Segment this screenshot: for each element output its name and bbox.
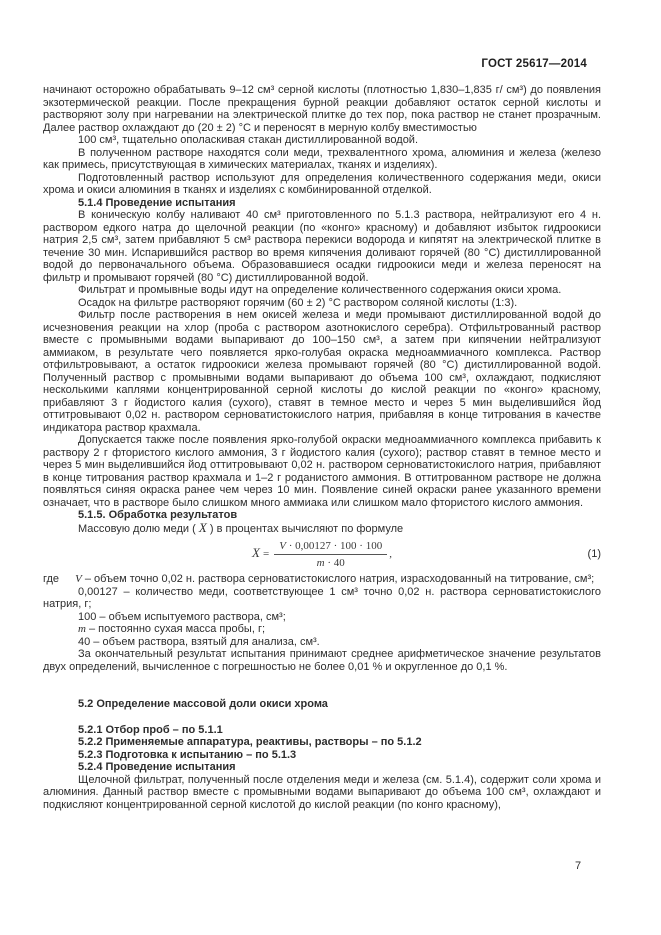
paragraph: Фильтр после растворения в нем окисей железа и меди промывают дистиллированной водой до исчезновения реакции на хлор (проба с раствором азотнокислого серебра). Отфильтрованный раствор вместе с промывными водами выпаривают до 100–150 см³, а затем при кипячении нейтрализуют аммиаком, в результате чего появляется ярко-голубая окраска медноаммиачного комплекса. Раствор отфильтровывают, а остаток гидроокиси железа промывают горячей (80 °С) дистиллированной водой. Полученный раствор с промывными водами выпаривают до объема 100 см³, охлаждают, подкисляют несколькими каплями концентрированной серной кислоты до кислой реакции по «конго» красному, прибавляют 3 г йодистого калия (сухого), ставят в темное место и через 5 мин выделившийся йод оттитровывают 0,02 н. раствором серноватистокислого натрия, прибавляя в конце титрования в качестве индикатора раствор крахмала. bbox=[43, 309, 601, 434]
paragraph: Допускается также после появления ярко-голубой окраски медноаммиачного комплекса прибавить к раствору 2 г фтористого кислого аммония, 3 г йодистого калия (сухого); раствор ставят в темное место и через 5 мин выделившийся йод оттитровывают 0,02 н. раствором серноватистокислого натрия, прибавляют в конце титрования раствор крахмала и 1–2 г роданистого аммония. В оттитрованном растворе не должна появляться синяя окраска ранее чем через 10 мин. Появление синей окраски ранее указанного времени означает, что в растворе было слишком много аммиака или слишком мало фтористого кислого аммония. bbox=[43, 434, 601, 509]
standard-number-header: ГОСТ 25617—2014 bbox=[481, 58, 587, 70]
fraction-numerator bbox=[274, 540, 387, 555]
math-variable-v: V bbox=[279, 540, 286, 552]
definition-item bbox=[43, 623, 601, 636]
fraction bbox=[274, 540, 387, 569]
fraction-denominator bbox=[274, 555, 387, 569]
math-variable-x: X bbox=[252, 545, 260, 561]
section-heading-5-1-4: 5.1.4 Проведение испытания bbox=[78, 196, 236, 209]
definition-item: 0,00127 – количество меди, соответствующее 1 см³ точно 0,02 н. раствора серноватистокислого натрия, г; bbox=[43, 585, 601, 610]
math-variable-v: V bbox=[75, 573, 82, 585]
paragraph: В коническую колбу наливают 40 см³ приготовленного по 5.1.3 раствора, нейтрализуют его 4 н. раствором едкого натра до щелочной реакции (по «конго» красному) и добавляют избыток гидроокиси натрия 2,5 см³, затем прибавляют 5 см³ раствора перекиси водорода и кипятят на электрической плитке в течение 30 мин. Испарившийся раствор во время кипячения доливают горячей (80 °С) дистиллированной водой до первоначального объема. Образовавшиеся осадки гидроокиси меди и железа переносят на фильтр и промывают горячей (80 °С) дистиллированной водой. bbox=[43, 209, 601, 284]
definition-text: – постоянно сухая масса пробы, г; bbox=[85, 623, 266, 635]
document-content bbox=[43, 84, 601, 811]
paragraph: Осадок на фильтре растворяют горячим (60 ± 2) °С раствором соляной кислоты (1:3). bbox=[78, 296, 518, 309]
paragraph-continuation: начинают осторожно обрабатывать 9–12 см³ серной кислоты (плотностью 1,830–1,835 г/ см³) до появления экзотермической реакции. После прекращения бурной реакции добавляют остаток серной кислоты и растворяют золу при нагревании на электрической плитке до тех пор, пока раствор не станет прозрачным. Далее раствор охлаждают до (20 ± 2) °С и переносят в мерную колбу вместимостью bbox=[43, 84, 601, 134]
definition-text: – объем точно 0,02 н. раствора серноватистокислого натрия, израсходованный на титрование, см³; bbox=[81, 573, 595, 585]
section-heading-5-2-4: 5.2.4 Проведение испытания bbox=[78, 761, 236, 773]
definition-where bbox=[43, 573, 601, 586]
numerator-terms: · 0,00127 · 100 · 100 bbox=[285, 540, 383, 552]
paragraph: В полученном растворе находятся соли меди, трехвалентного хрома, алюминия и железа (железо как примесь, присутствующая в химических материалах, тканях и изделиях). bbox=[43, 146, 601, 171]
paragraph: За окончательный результат испытания принимают среднее арифметическое значение результатов двух определений, вычисленное с погрешностью не более 0,01 % и округленное до 0,1 %. bbox=[43, 648, 601, 673]
section-heading-5-2: 5.2 Определение массовой доли окиси хрома bbox=[78, 698, 328, 710]
formula-intro bbox=[43, 519, 601, 536]
formula-comma: , bbox=[389, 548, 392, 561]
paragraph-continuation-line: 100 см³, тщательно ополаскивая стакан дистиллированной водой. bbox=[78, 134, 419, 146]
math-variable-m: m bbox=[316, 557, 325, 569]
section-heading-5-2-1: 5.2.1 Отбор проб – по 5.1.1 bbox=[78, 723, 223, 736]
equals-sign: = bbox=[263, 548, 270, 561]
paragraph: Щелочной фильтрат, полученный после отделения меди и железа (см. 5.1.4), содержит соли хрома и алюминия. Данный раствор вместе с промывными водами выпаривают до объема 100 см³, охлаждают и подкисляют концентрированной серной кислотой до кислой реакции (по конго красному), bbox=[43, 773, 601, 811]
section-heading-5-1-5: 5.1.5. Обработка результатов bbox=[78, 509, 238, 521]
math-variable-x: X bbox=[198, 519, 207, 535]
formula bbox=[252, 540, 392, 569]
definition-item: 100 – объем испытуемого раствора, см³; bbox=[78, 610, 286, 623]
section-heading-5-2-3: 5.2.3 Подготовка к испытанию – по 5.1.3 bbox=[78, 748, 297, 761]
denominator-terms: · 40 bbox=[324, 557, 345, 569]
formula-number: (1) bbox=[587, 548, 601, 560]
formula-intro-prefix: Массовую долю меди ( bbox=[78, 522, 199, 535]
definition-item: 40 – объем раствора, взятый для анализа, см³. bbox=[78, 635, 320, 648]
formula-block bbox=[43, 535, 601, 573]
where-label: где bbox=[43, 573, 60, 585]
math-variable-m: m bbox=[78, 623, 86, 635]
section-heading-5-2-2: 5.2.2 Применяемые аппаратура, реактивы, растворы – по 5.1.2 bbox=[78, 736, 422, 748]
formula-intro-suffix: ) в процентах вычисляют по формуле bbox=[206, 522, 404, 535]
paragraph: Подготовленный раствор используют для определения количественного содержания меди, окиси хрома и окиси алюминия в тканях и изделиях с комбинированной отделкой. bbox=[43, 171, 601, 196]
page-number: 7 bbox=[574, 860, 582, 872]
paragraph: Фильтрат и промывные воды идут на определение количественного содержания окиси хрома. bbox=[78, 284, 562, 296]
